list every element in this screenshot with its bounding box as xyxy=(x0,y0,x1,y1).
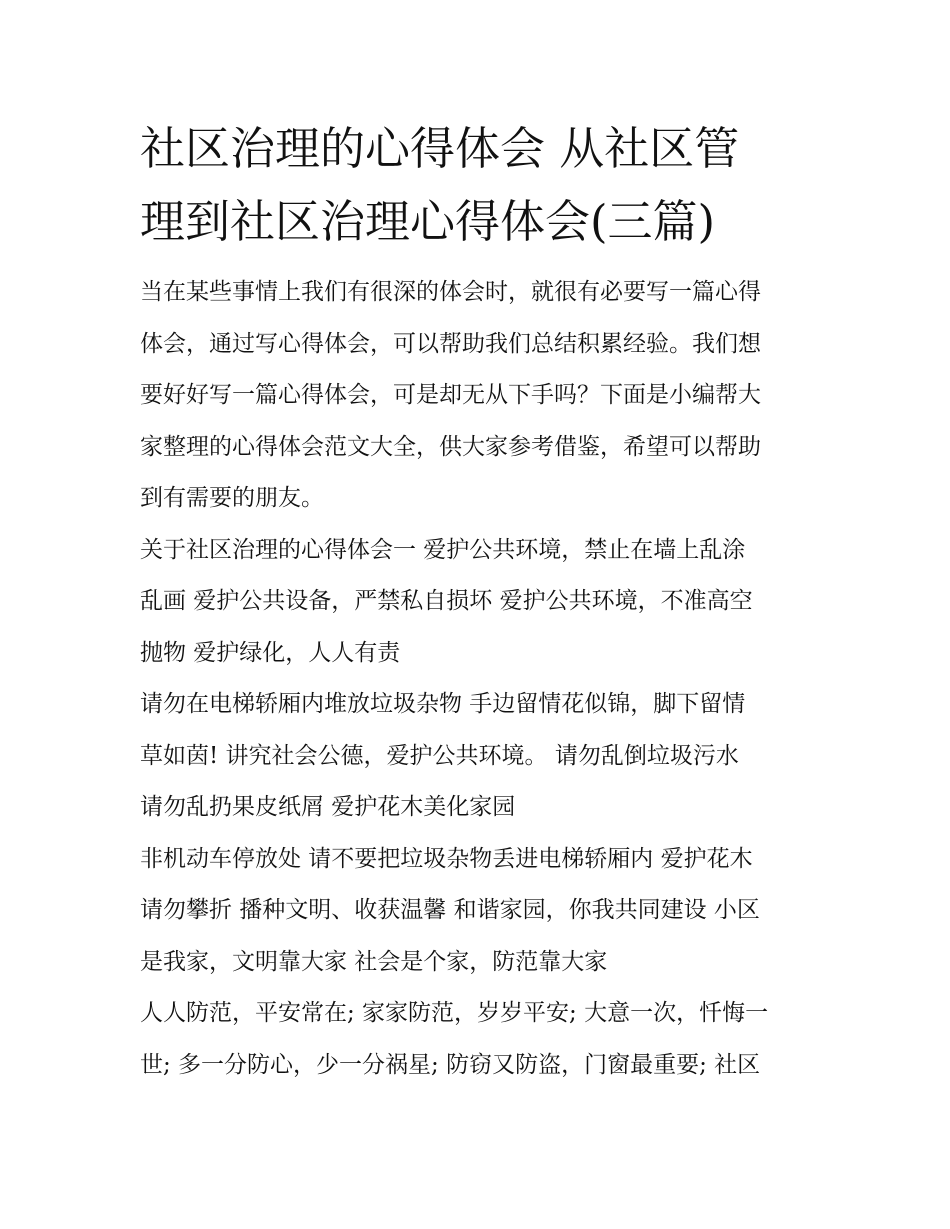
document-title xyxy=(140,112,820,258)
body-line: 请勿乱扔果皮纸屑 爱护花木美化家园 xyxy=(140,794,516,820)
body-line: 家整理的心得体会范文大全，供大家参考借鉴，希望可以帮助 xyxy=(140,433,761,460)
title-line-2: 理到社区治理心得体会(三篇) xyxy=(140,195,716,248)
body-line: 到有需要的朋友。 xyxy=(140,485,324,511)
document-body xyxy=(140,267,820,1091)
body-line: 世; 多一分防心，少一分祸星; 防窃又防盗，门窗最重要; 社区 xyxy=(140,1051,761,1078)
body-line: 乱画 爱护公共设备，严禁私自损坏 爱护公共环境，不准高空 xyxy=(140,588,753,614)
body-line: 当在某些事情上我们有很深的体会时，就很有必要写一篇心得 xyxy=(140,279,761,305)
body-line: 是我家，文明靠大家 社会是个家，防范靠大家 xyxy=(140,948,608,975)
title-line-1: 社区治理的心得体会 从社区管 xyxy=(140,122,740,175)
body-line: 请勿攀折 播种文明、收获温馨 和谐家园，你我共同建设 小区 xyxy=(140,897,760,923)
body-line: 人人防范，平安常在; 家家防范，岁岁平安; 大意一次，忏悔一 xyxy=(140,1000,769,1026)
body-line: 关于社区治理的心得体会一 爱护公共环境，禁止在墙上乱涂 xyxy=(140,536,746,563)
body-line: 抛物 爱护绿化，人人有责 xyxy=(140,639,401,666)
document-content xyxy=(140,112,820,1091)
body-line: 草如茵! 讲究社会公德，爱护公共环境。 请勿乱倒垃圾污水 xyxy=(140,742,739,769)
body-line: 体会，通过写心得体会，可以帮助我们总结积累经验。我们想 xyxy=(140,330,761,357)
body-line: 非机动车停放处 请不要把垃圾杂物丢进电梯轿厢内 爱护花木 xyxy=(140,845,753,872)
body-line: 请勿在电梯轿厢内堆放垃圾杂物 手边留情花似锦，脚下留情 xyxy=(140,691,746,717)
body-line: 要好好写一篇心得体会，可是却无从下手吗？下面是小编帮大 xyxy=(140,382,761,408)
